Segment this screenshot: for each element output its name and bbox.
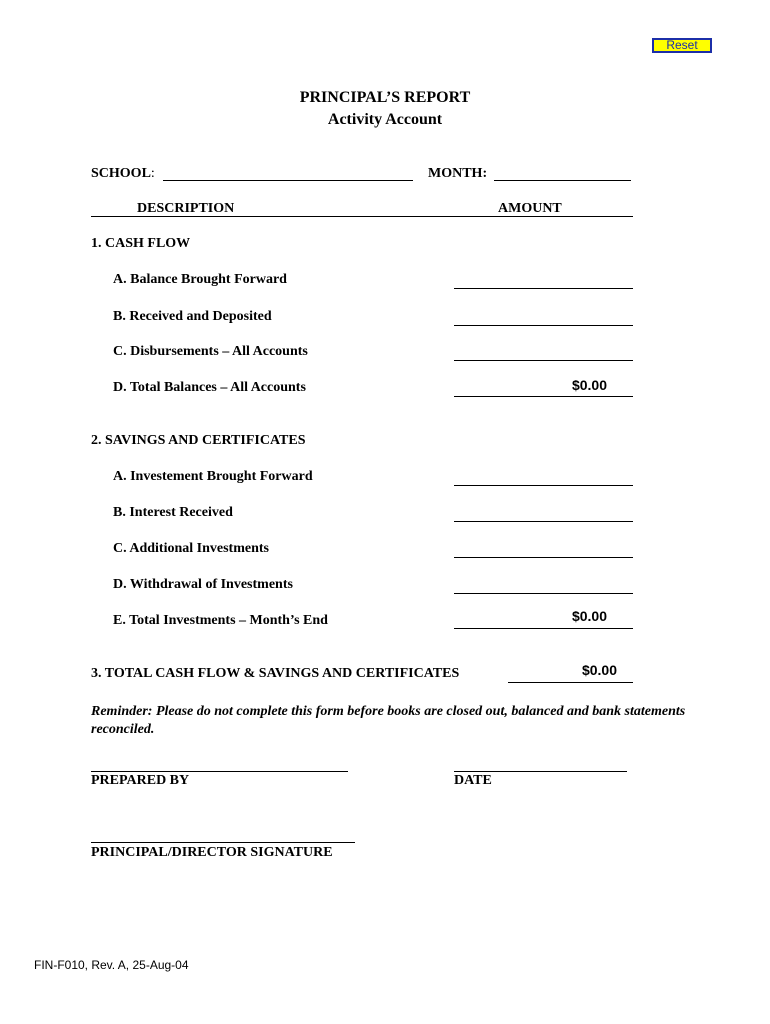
reminder-note: Reminder: Please do not complete this form before books are closed out, balanced and bank statements reconciled. [91, 704, 686, 737]
form-id-footer: FIN-F010, Rev. A, 25-Aug-04 [34, 958, 189, 972]
amount-column-header: AMOUNT [498, 201, 562, 216]
withdrawal-investments-field[interactable] [454, 576, 633, 594]
section-heading-cash-flow: 1. CASH FLOW [91, 236, 191, 251]
investment-brought-forward-field[interactable] [454, 468, 633, 486]
balance-brought-forward-label: A. Balance Brought Forward [113, 272, 287, 287]
principal-signature-line [91, 842, 355, 843]
interest-received-label: B. Interest Received [113, 505, 233, 520]
school-label: SCHOOL: [91, 166, 155, 181]
received-deposited-field[interactable] [454, 308, 633, 326]
principal-signature-label: PRINCIPAL/DIRECTOR SIGNATURE [91, 845, 333, 860]
disbursements-label: C. Disbursements – All Accounts [113, 344, 308, 359]
section-heading-total: 3. TOTAL CASH FLOW & SAVINGS AND CERTIFICATES [91, 666, 460, 681]
prepared-by-line [91, 771, 348, 772]
description-column-header: DESCRIPTION [137, 201, 235, 216]
investment-brought-forward-label: A. Investement Brought Forward [113, 469, 313, 484]
total-investments-rule [454, 628, 633, 629]
total-balances-label: D. Total Balances – All Accounts [113, 380, 306, 395]
total-investments-value: $0.00 [571, 608, 607, 624]
month-field[interactable] [494, 162, 631, 181]
grand-total-value: $0.00 [581, 662, 617, 678]
interest-received-field[interactable] [454, 504, 633, 522]
total-balances-value: $0.00 [571, 377, 607, 393]
page-title: PRINCIPAL’S REPORT [299, 89, 471, 106]
month-label: MONTH: [428, 166, 488, 181]
received-deposited-label: B. Received and Deposited [113, 309, 272, 324]
date-line [454, 771, 627, 772]
additional-investments-label: C. Additional Investments [113, 541, 269, 556]
total-investments-label: E. Total Investments – Month’s End [113, 613, 328, 628]
school-field[interactable] [163, 162, 413, 181]
total-balances-rule [454, 396, 633, 397]
grand-total-rule [508, 682, 633, 683]
additional-investments-field[interactable] [454, 540, 633, 558]
section-heading-savings: 2. SAVINGS AND CERTIFICATES [91, 433, 306, 448]
prepared-by-label: PREPARED BY [91, 773, 190, 788]
disbursements-field[interactable] [454, 343, 633, 361]
date-label: DATE [454, 773, 492, 788]
withdrawal-investments-label: D. Withdrawal of Investments [113, 577, 293, 592]
page-subtitle: Activity Account [327, 111, 443, 128]
reset-button[interactable]: Reset [652, 38, 712, 53]
balance-brought-forward-field[interactable] [454, 271, 633, 289]
